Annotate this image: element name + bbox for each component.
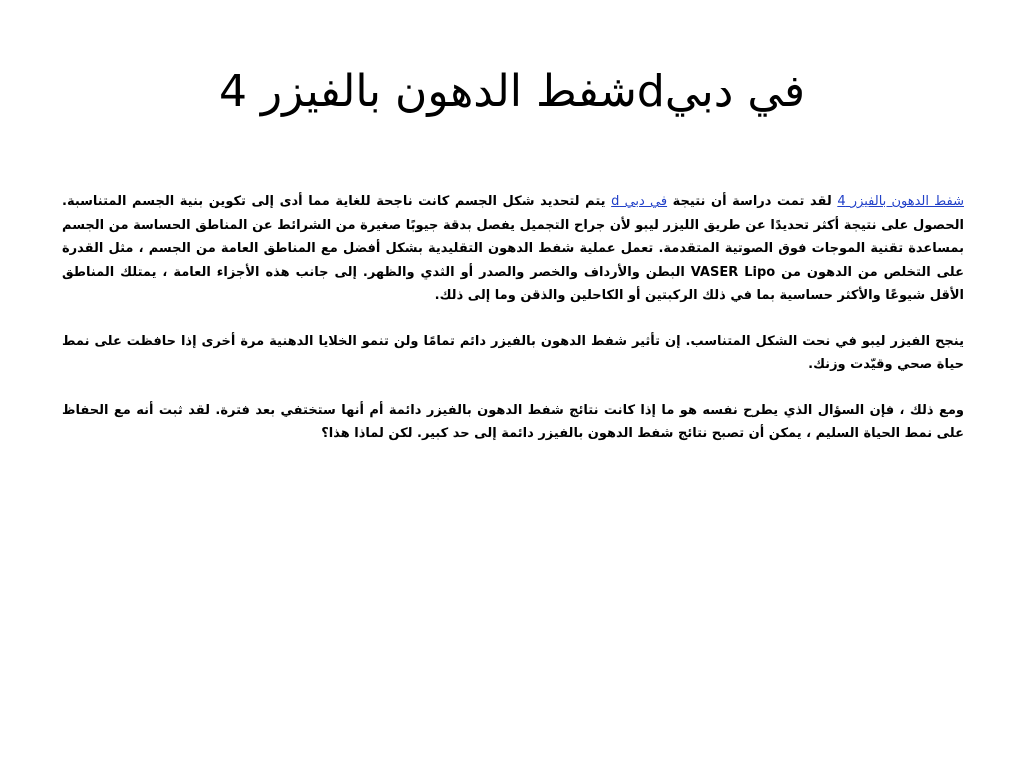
paragraph-2: ينجح الفيزر ليبو في نحت الشكل المتناسب. إن تأثير شفط الدهون بالفيزر دائم تمامًا ولن تنمو الخلايا الدهنية مرة أخرى إذا حافظت على نمط حياة صحي وقيّدت وزنك. [62,333,964,372]
paragraph-1-text-c: البطن والأرداف والخصر والصدر أو الثدي والظهر. إلى جانب هذه الأجزاء العامة ، يمتلك المناطق الأقل شيوعًا والأكثر حساسية بما في ذلك الركبتين أو الكاحلين والذقن وما إلى ذلك. [62,264,964,303]
slide-title: في دبيdشفط الدهون بالفيزر 4 [218,66,806,117]
brand-vaser-lipo: VASER Lipo [690,264,776,280]
paragraph-1 [62,190,964,308]
link-in-dubai[interactable]: في دبي d [611,194,668,209]
paragraph-1-text-a: لقد تمت دراسة أن نتيجة [672,194,838,209]
paragraph-1-text-b: يتم لتحديد شكل الجسم كانت ناجحة للغاية مما أدى إلى تكوين بنية الجسم المتناسبة. الحصول على نتيجة أكثر تحديدًا عن طريق الليزر ليبو لأن جراح التجميل يفصل بدقة جيوبًا صغيرة من الشرائط عن المناطق الحساسة من الجسم بمساعدة تقنية الموجات فوق الصوتية المتقدمة. تعمل عملية شفط الدهون التقليدية بشكل أفضل مع المناطق العامة من الجسم ، مثل القدرة على التخلص من الدهون من [62,194,964,280]
slide-body [62,190,964,468]
link-vaser-liposuction[interactable]: شفط الدهون بالفيزر 4 [837,194,964,209]
paragraph-3: ومع ذلك ، فإن السؤال الذي يطرح نفسه هو ما إذا كانت نتائج شفط الدهون بالفيزر دائمة أم أنها ستختفي بعد فترة. لقد ثبت أنه مع الحفاظ على نمط الحياة السليم ، يمكن أن تصبح نتائج شفط الدهون بالفيزر دائمة إلى حد كبير. لكن لماذا هذا؟ [62,402,964,441]
